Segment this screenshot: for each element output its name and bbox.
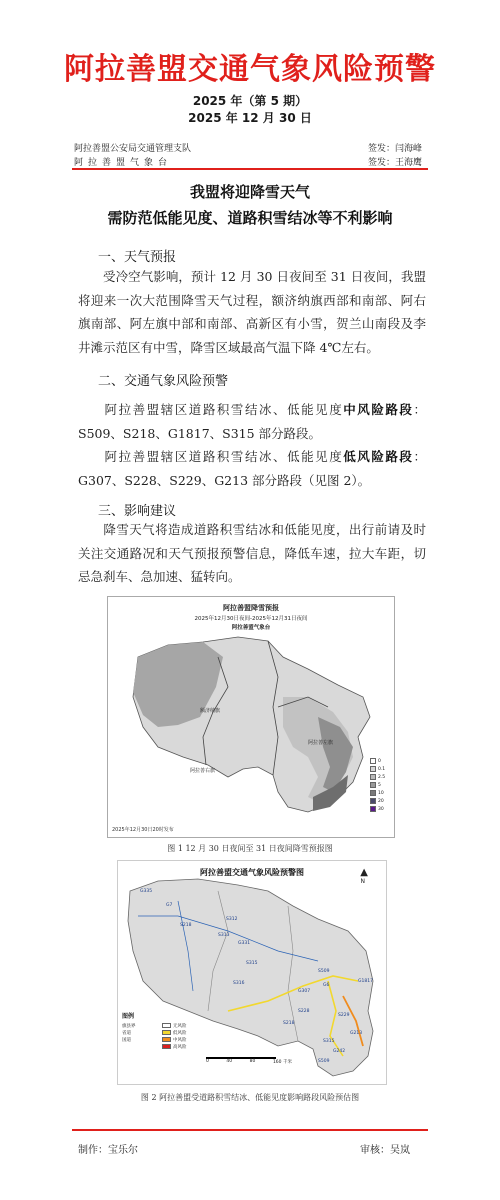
legend-swatch [370, 774, 376, 780]
road-label: S315 [246, 961, 258, 966]
legend-risk-swatch [162, 1023, 171, 1028]
fig1-subtitle: 2025年12月30日夜间-2025年12月31日夜间 [194, 616, 308, 622]
headline-line-1: 我盟将迎降雪天气 [189, 183, 310, 201]
footer-divider [72, 1129, 428, 1131]
road-label: S229 [338, 1013, 350, 1018]
road-label: S228 [298, 1009, 310, 1014]
road-label: G335 [140, 889, 153, 894]
legend-value: 0 [378, 758, 381, 764]
legend-risk-swatch [162, 1030, 171, 1035]
fig1-title: 阿拉善盟降雪预报 [223, 604, 279, 612]
road-label: G213 [350, 1031, 363, 1036]
signer-1: 签发：闫海峰 [368, 144, 423, 154]
legend-risk-label: 中风险 [173, 1037, 187, 1043]
north-arrow-icon: ▲ [360, 867, 368, 878]
road-label: S218 [283, 1021, 295, 1026]
legend-rows [122, 1022, 212, 1050]
legend-row [122, 1036, 212, 1043]
risk-map-graphic [118, 861, 388, 1086]
region-label-left-banner: 阿拉善左旗 [308, 740, 334, 746]
legend-line-label: 国道 [122, 1037, 131, 1043]
legend-title: 图例 [122, 1013, 135, 1020]
legend-line-label: 旗县界 [122, 1023, 136, 1029]
region-label-right-banner: 阿拉善右旗 [190, 768, 216, 774]
road-label: G242 [333, 1049, 346, 1054]
road-label: S509 [318, 1059, 330, 1064]
low-risk-label: 低风险路段 [343, 449, 414, 464]
legend-risk-swatch [162, 1044, 171, 1049]
road-label: S218 [180, 923, 192, 928]
forecast-text: 受冷空气影响，预计 12 月 30 日夜间至 31 日夜间，我盟将迎来一次大范围降雪天气过程，额济纳旗西部和南部、阿右旗南部、阿左旗中部和南部、高新区有小雪，贺兰山南段及李井滩示范区有中雪，降雪区域最高气温下降 4℃左右。 [78, 269, 426, 355]
legend-risk-label: 高风险 [173, 1044, 187, 1050]
medium-risk-text-pre: 阿拉善盟辖区道路积雪结冰、低能见度 [103, 402, 344, 417]
fig2-title: 阿拉善盟交通气象风险预警图 [200, 867, 304, 877]
medium-risk-label: 中风险路段 [343, 402, 414, 417]
region-label-ejina: 额济纳旗 [200, 708, 221, 714]
legend-swatch [370, 790, 376, 796]
issuer-meteorological-station: 阿拉善盟气象台 [74, 158, 173, 168]
snowfall-legend [370, 757, 385, 813]
headline-line-2: 需防范低能见度、道路积雪结冰等不利影响 [107, 209, 393, 227]
legend-swatch [370, 758, 376, 764]
snowfall-map-graphic [108, 597, 396, 839]
scale-label: 160 千米 [272, 1060, 292, 1065]
snowfall-legend-item [370, 765, 385, 773]
scale-label: 40 [226, 1059, 233, 1064]
section-heading-advice: 三、影响建议 [98, 504, 177, 519]
forecast-paragraph [78, 265, 426, 359]
low-risk-roads: ：G307、S228、S229、G213 部分路段（见图 2）。 [78, 449, 426, 488]
snowfall-legend-item [370, 805, 385, 813]
road-label: G6 [323, 983, 330, 988]
legend-row [122, 1043, 212, 1050]
issue-date: 2025 年 12 月 30 日 [188, 111, 312, 125]
snowfall-legend-item [370, 797, 385, 805]
reviewer: 审核：吴岚 [360, 1145, 410, 1156]
legend-row [122, 1022, 212, 1029]
legend-swatch [370, 806, 376, 812]
legend-value: 30 [378, 806, 384, 812]
road-label: S509 [318, 969, 330, 974]
legend-value: 0.1 [378, 766, 386, 772]
road-label: S313 [218, 933, 230, 938]
road-label: S312 [226, 917, 238, 922]
section-heading-forecast: 一、天气预报 [98, 250, 177, 265]
snowfall-legend-item [370, 781, 385, 789]
low-risk-text-pre: 阿拉善盟辖区道路积雪结冰、低能见度 [103, 449, 344, 464]
risk-legend [122, 1011, 212, 1050]
road-label: G1817 [358, 979, 373, 984]
legend-risk-label: 无风险 [173, 1023, 187, 1029]
low-risk-paragraph [78, 445, 426, 492]
advice-text: 降雪天气将造成道路积雪结冰和低能见度，出行前请及时关注交通路况和天气预报预警信息，降低车速，拉大车距，切忌急刹车、急加速、猛转向。 [78, 522, 426, 584]
advice-paragraph [78, 518, 426, 589]
legend-swatch [370, 798, 376, 804]
scale-bar [206, 1057, 292, 1065]
road-label: G331 [238, 941, 251, 946]
legend-row [122, 1029, 212, 1036]
figure2-caption: 图 2 阿拉善盟受道路积雪结冰、低能见度影响路段风险预估图 [140, 1093, 360, 1102]
signer-2: 签发：王海鹰 [368, 158, 423, 168]
medium-risk-paragraph [78, 398, 426, 445]
legend-value: 20 [378, 798, 384, 804]
snowfall-legend-item [370, 757, 385, 765]
scale-label: 80 [249, 1059, 256, 1064]
fig1-issued-time: 2025年12月30日20时发布 [112, 827, 174, 833]
north-label: N [360, 878, 365, 885]
road-label: G307 [298, 989, 311, 994]
issue-number: 2025 年（第 5 期） [192, 94, 308, 108]
legend-value: 2.5 [378, 774, 386, 780]
page-title: 阿拉善盟交通气象风险预警 [64, 52, 436, 87]
snowfall-legend-item [370, 773, 385, 781]
road-label: G7 [166, 903, 173, 908]
snowfall-legend-item [370, 789, 385, 797]
producer: 制作：宝乐尔 [78, 1145, 138, 1156]
legend-risk-swatch [162, 1037, 171, 1042]
header-divider [72, 168, 428, 170]
traffic-risk-map [117, 860, 387, 1085]
snowfall-forecast-map [107, 596, 395, 838]
road-label: S316 [233, 981, 245, 986]
scale-label: 0 [206, 1059, 209, 1064]
section-heading-risk-warning: 二、交通气象风险预警 [98, 374, 229, 389]
issuer-traffic-police: 阿拉善盟公安局交通管理支队 [74, 144, 192, 154]
road-label: S315 [323, 1039, 335, 1044]
figure1-caption: 图 1 12 月 30 日夜间至 31 日夜间降雪预报图 [167, 844, 333, 853]
fig1-dept: 阿拉善盟气象台 [231, 625, 271, 631]
legend-value: 5 [378, 782, 381, 788]
legend-swatch [370, 782, 376, 788]
legend-line-label: 省道 [122, 1030, 131, 1036]
legend-risk-label: 低风险 [173, 1030, 187, 1036]
legend-value: 10 [378, 790, 384, 796]
legend-swatch [370, 766, 376, 772]
medium-risk-roads: ：S509、S218、G1817、S315 部分路段。 [78, 402, 426, 441]
